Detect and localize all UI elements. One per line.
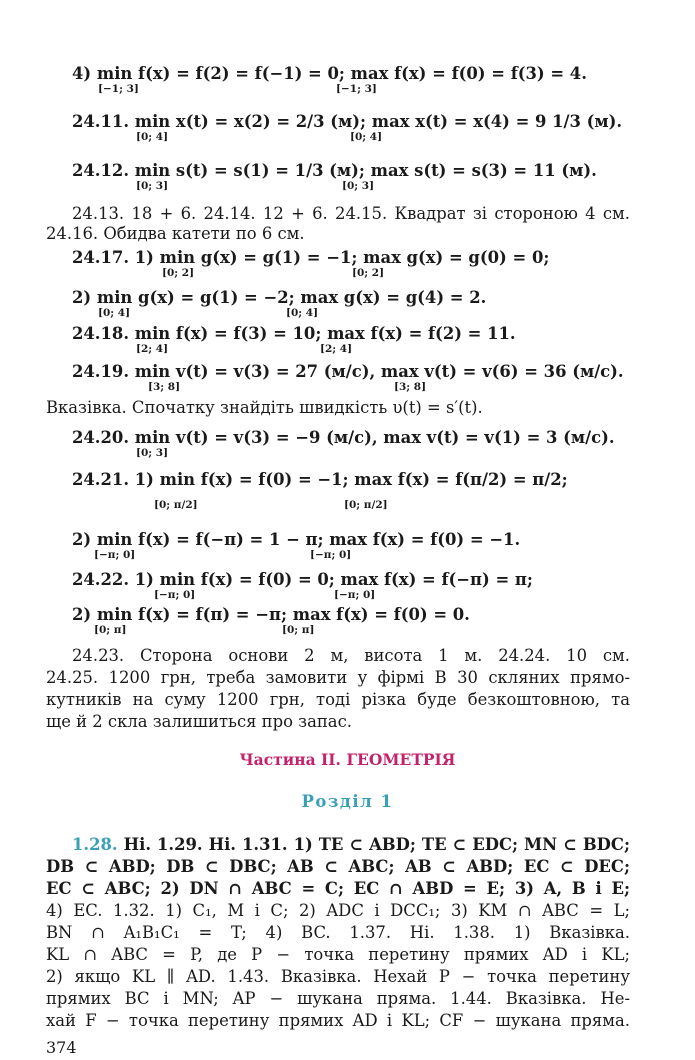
subscript: [0; 4] [286, 307, 319, 319]
answer-24-17-part-2: 2) min g(x) = g(1) = −2; max g(x) = g(4) = 2. [72, 288, 487, 307]
subscript: [−π; 0] [334, 589, 376, 601]
answers-24-23-24-24: 24.23. Сторона основи 2 м, висота 1 м. 24.24. 10 см. [72, 646, 630, 665]
page-number: 374 [46, 1038, 77, 1057]
geo-text: Ні. 1.29. Ні. 1.31. 1) TE ⊂ ABD; TE ⊂ EDC; MN ⊂ BDC; [117, 835, 630, 854]
subscript: [−π; 0] [310, 549, 352, 561]
geometry-answers-line-9: хай F − точка перетину прямих AD і KL; CF − шукана пряма. [46, 1011, 630, 1030]
subscript: [0; 3] [136, 447, 169, 459]
answer-24-19: 24.19. min v(t) = v(3) = 27 (м/с), max v(t) = v(6) = 36 (м/с). [72, 362, 624, 381]
answer-24-16: 24.16. Обидва катети по 6 см. [46, 224, 305, 243]
answer-24-12: 24.12. min s(t) = s(1) = 1/3 (м); max s(t) = s(3) = 11 (м). [72, 161, 597, 180]
geometry-answers-line-3: EC ⊂ ABC; 2) DN ∩ ABC = C; EC ∩ ABD = E; 3) A, B і E; [46, 879, 630, 898]
answer-24-25-line-2: кутників на суму 1200 грн, тоді різка буде безкоштовною, та [46, 690, 630, 709]
geometry-answers-line-7: 2) якщо KL ∥ AD. 1.43. Вказівка. Нехай P − точка перетину [46, 967, 630, 986]
subscript: [0; 3] [136, 180, 169, 192]
subscript: [−π; 0] [154, 589, 196, 601]
subscript: [3; 8] [148, 381, 181, 393]
geometry-answers-line-2: DB ⊂ ABD; DB ⊂ DBC; AB ⊂ ABC; AB ⊂ ABD; EC ⊂ DEC; [46, 857, 630, 876]
subscript: [2; 4] [136, 343, 169, 355]
subscript: [0; 3] [342, 180, 375, 192]
answer-24-21-part-1: 24.21. 1) min f(x) = f(0) = −1; max f(x) = f(π/2) = π/2; [72, 470, 568, 489]
subscript: [−1; 3] [98, 83, 139, 95]
subscript: [0; 4] [350, 131, 383, 143]
hint-24-19: Вказівка. Спочатку знайдіть швидкість υ(t) = s′(t). [46, 398, 483, 417]
answer-24-20: 24.20. min v(t) = v(3) = −9 (м/с), max v(t) = v(1) = 3 (м/с). [72, 428, 615, 447]
answer-24-25-line-1: 24.25. 1200 грн, треба замовити у фірмі B 30 скляних прямо- [46, 668, 630, 687]
answer-24-25-line-3: ще й 2 скла залишиться про запас. [46, 712, 352, 731]
subscript: [0; π/2] [344, 499, 388, 511]
subscript: [−1; 3] [336, 83, 377, 95]
subscript: [0; 2] [162, 267, 195, 279]
answer-24-22-part-2: 2) min f(x) = f(π) = −π; max f(x) = f(0) = 0. [72, 605, 470, 624]
part-heading: Частина II. ГЕОМЕТРІЯ [239, 750, 456, 769]
answer-24-11: 24.11. min x(t) = x(2) = 2/3 (м); max x(t) = x(4) = 9 1/3 (м). [72, 112, 623, 131]
subscript: [3; 8] [394, 381, 427, 393]
answer-24-17-part-1: 24.17. 1) min g(x) = g(1) = −1; max g(x) = g(0) = 0; [72, 248, 550, 267]
subscript: [−π; 0] [94, 549, 136, 561]
answer-24-21-part-2: 2) min f(x) = f(−π) = 1 − π; max f(x) = f(0) = −1. [72, 530, 521, 549]
answer-24-22-part-1: 24.22. 1) min f(x) = f(0) = 0; max f(x) = f(−π) = π; [72, 570, 533, 589]
subscript: [0; π] [94, 624, 127, 636]
subscript: [0; 4] [136, 131, 169, 143]
subscript: [2; 4] [320, 343, 353, 355]
geometry-answers-line-4: 4) EC. 1.32. 1) C₁, M і C; 2) ADC і DCC₁; 3) KM ∩ ABC = L; [46, 901, 630, 920]
geometry-answers-line-5: BN ∩ A₁B₁C₁ = T; 4) BC. 1.37. Ні. 1.38. 1) Вказівка. [46, 923, 630, 942]
answer-number: 1.28. [72, 835, 118, 854]
subscript: [0; 2] [352, 267, 385, 279]
answer-24-18: 24.18. min f(x) = f(3) = 10; max f(x) = f(2) = 11. [72, 324, 516, 343]
geometry-answers-line-8: прямих BC і MN; AP − шукана пряма. 1.44. Вказівка. Не- [46, 989, 630, 1008]
answers-24-13-to-24-15: 24.13. 18 + 6. 24.14. 12 + 6. 24.15. Квадрат зі стороною 4 см. [72, 204, 630, 223]
subscript: [0; π] [282, 624, 315, 636]
subscript: [0; π/2] [154, 499, 198, 511]
geometry-answers-line-6: KL ∩ ABC = P, де P − точка перетину прямих AD і KL; [46, 945, 630, 964]
geometry-answers-line-1 [72, 835, 630, 855]
subscript: [0; 4] [98, 307, 131, 319]
answer-line-1: 4) min f(x) = f(2) = f(−1) = 0; max f(x) = f(0) = f(3) = 4. [72, 64, 587, 83]
section-heading: Розділ 1 [301, 792, 394, 811]
